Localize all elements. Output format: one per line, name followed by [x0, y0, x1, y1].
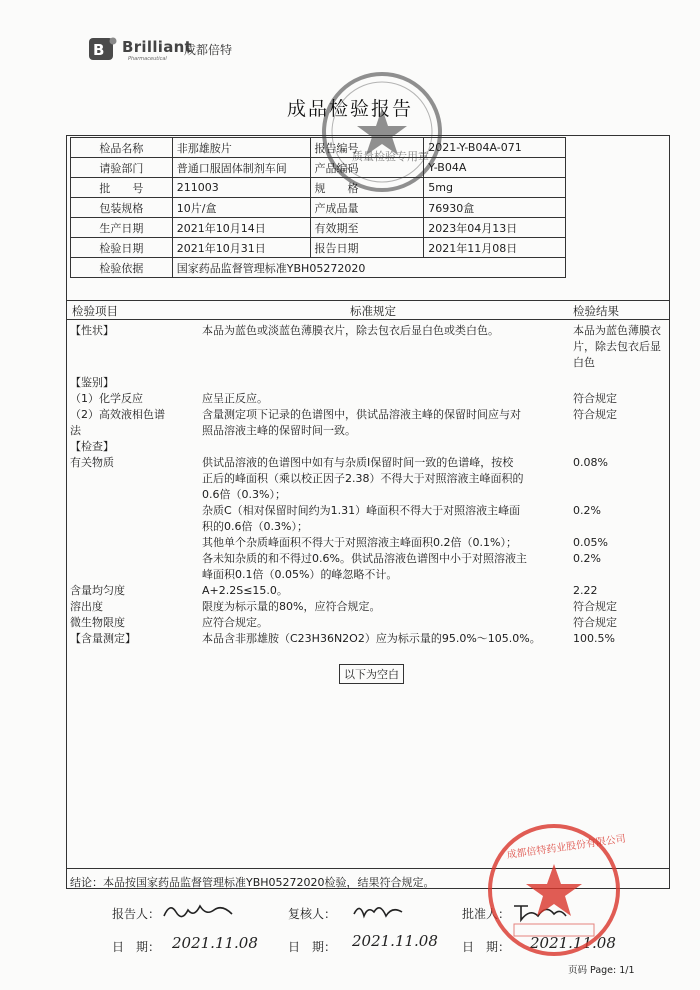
test-item: 含量均匀度 [70, 584, 125, 597]
test-result: 符合规定 [573, 392, 617, 405]
test-result: 符合规定 [573, 408, 617, 421]
info-label: 检品名称 [71, 138, 173, 158]
approver-label: 批准人： [462, 907, 511, 921]
info-label: 批 号 [71, 178, 173, 198]
test-result: 片，除去包衣后显 [573, 340, 661, 353]
info-row [71, 138, 566, 158]
test-result: 0.05% [573, 536, 608, 549]
test-item: 【含量测定】 [70, 632, 136, 645]
test-standard: 其他单个杂质峰面积不得大于对照溶液主峰面积0.2倍（0.1%）； [202, 536, 517, 549]
info-label-2: 报告编号 [310, 138, 424, 158]
reviewer-label: 复核人： [288, 907, 337, 921]
info-row [71, 238, 566, 258]
test-result: 符合规定 [573, 616, 617, 629]
test-standard: 峰面积0.1倍（0.05%）的峰忽略不计。 [202, 568, 398, 581]
test-standard: 限度为标示量的80%，应符合规定。 [202, 600, 381, 613]
test-standard: 照品溶液主峰的保留时间一致。 [202, 424, 356, 437]
info-label-2: 有效期至 [310, 218, 424, 238]
info-row [71, 198, 566, 218]
test-standard: 应呈正反应。 [202, 392, 268, 405]
info-label-2: 产品编码 [310, 158, 424, 178]
info-value-2: 5mg [424, 178, 566, 198]
info-label-2: 报告日期 [310, 238, 424, 258]
test-result: 100.5% [573, 632, 615, 645]
test-standard: 含量测定项下记录的色谱图中，供试品溶液主峰的保留时间应与对 [202, 408, 521, 421]
col-header-result: 检验结果 [573, 304, 619, 318]
reviewer-signature [350, 898, 406, 924]
reviewer-date: 2021.11.08 [352, 932, 438, 950]
test-result: 符合规定 [573, 600, 617, 613]
info-label: 检验日期 [71, 238, 173, 258]
test-result: 0.08% [573, 456, 608, 469]
test-result: 0.2% [573, 504, 601, 517]
conclusion-text: 结论：本品按国家药品监督管理标准YBH05272020检验，结果符合规定。 [70, 876, 435, 889]
col-header-item: 检验项目 [72, 304, 118, 318]
test-standard: 本品含非那雄胺（C23H36N2O2）应为标示量的95.0%～105.0%。 [202, 632, 541, 645]
reporter-signature [160, 898, 240, 924]
info-value-2: 2023年04月13日 [424, 218, 566, 238]
test-result: 0.2% [573, 552, 601, 565]
test-item: 【检查】 [70, 440, 114, 453]
info-label-2: 规 格 [310, 178, 424, 198]
report-title: 成品检验报告 [286, 98, 413, 120]
company-name-cn: 成都倍特 [184, 43, 233, 57]
col-header-standard: 标准规定 [350, 304, 396, 318]
info-value: 2021年10月14日 [172, 218, 310, 238]
test-standard: 供试品溶液的色谱图中如有与杂质I保留时间一致的色谱峰，按校 [202, 456, 514, 469]
blank-below-note: 以下为空白 [339, 664, 404, 684]
info-table [70, 137, 566, 278]
info-value: 普通口服固体制剂车间 [172, 158, 310, 178]
basis-row [71, 258, 566, 278]
info-label-2: 产成品量 [310, 198, 424, 218]
reviewer-date-label: 日 期： [288, 940, 337, 954]
test-result: 本品为蓝色薄膜衣 [573, 324, 661, 337]
test-item: （1）化学反应 [70, 392, 143, 405]
brilliant-logo-icon [88, 36, 118, 62]
page-number: 页码 Page: 1/1 [568, 965, 635, 976]
qa-stamp-text: 质量检验专用章 [352, 150, 429, 163]
header-line-bottom [67, 319, 669, 320]
info-value-2: Y-B04A [424, 158, 566, 178]
test-item: 有关物质 [70, 456, 114, 469]
reporter-date: 2021.11.08 [172, 934, 258, 952]
approver-date: 2021.11.08 [530, 934, 616, 952]
test-standard: 积的0.6倍（0.3%）； [202, 520, 308, 533]
company-seal-text: 成都倍特药业股份有限公司 [506, 833, 627, 862]
reporter-label: 报告人： [112, 907, 161, 921]
info-value: 2021年10月31日 [172, 238, 310, 258]
test-standard: 应符合规定。 [202, 616, 268, 629]
info-row [71, 218, 566, 238]
info-value: 非那雄胺片 [172, 138, 310, 158]
test-item: 【鉴别】 [70, 376, 114, 389]
approver-date-label: 日 期： [462, 940, 511, 954]
info-row [71, 178, 566, 198]
test-standard: 本品为蓝色或淡蓝色薄膜衣片，除去包衣后显白色或类白色。 [202, 324, 499, 337]
header-line-top [67, 300, 669, 301]
test-item: 溶出度 [70, 600, 103, 613]
test-standard: 各未知杂质的和不得过0.6%。供试品溶液色谱图中小于对照溶液主 [202, 552, 527, 565]
info-label: 生产日期 [71, 218, 173, 238]
info-row [71, 158, 566, 178]
test-item: （2）高效液相色谱 [70, 408, 165, 421]
test-item: 法 [70, 424, 81, 437]
info-label: 请验部门 [71, 158, 173, 178]
test-standard: 杂质C（相对保留时间约为1.31）峰面积不得大于对照溶液主峰面 [202, 504, 521, 517]
info-value-2: 2021-Y-B04A-071 [424, 138, 566, 158]
info-value-2: 76930盒 [424, 198, 566, 218]
reporter-date-label: 日 期： [112, 940, 161, 954]
logo-text: Brilliant [122, 38, 193, 56]
test-standard: A+2.2S≤15.0。 [202, 584, 288, 597]
test-item: 微生物限度 [70, 616, 125, 629]
test-item: 【性状】 [70, 324, 114, 337]
info-value-2: 2021年11月08日 [424, 238, 566, 258]
basis-label: 检验依据 [71, 258, 173, 278]
info-label: 包装规格 [71, 198, 173, 218]
logo-subtext: Pharmaceutical [128, 56, 167, 62]
test-result: 2.22 [573, 584, 598, 597]
test-standard: 正后的峰面积（乘以校正因子2.38）不得大于对照溶液主峰面积的 [202, 472, 524, 485]
info-value: 211003 [172, 178, 310, 198]
svg-text:B: B [93, 41, 105, 59]
basis-value: 国家药品监督管理标准YBH05272020 [172, 258, 565, 278]
test-result: 白色 [573, 356, 595, 369]
info-value: 10片/盒 [172, 198, 310, 218]
test-standard: 0.6倍（0.3%）； [202, 488, 286, 501]
